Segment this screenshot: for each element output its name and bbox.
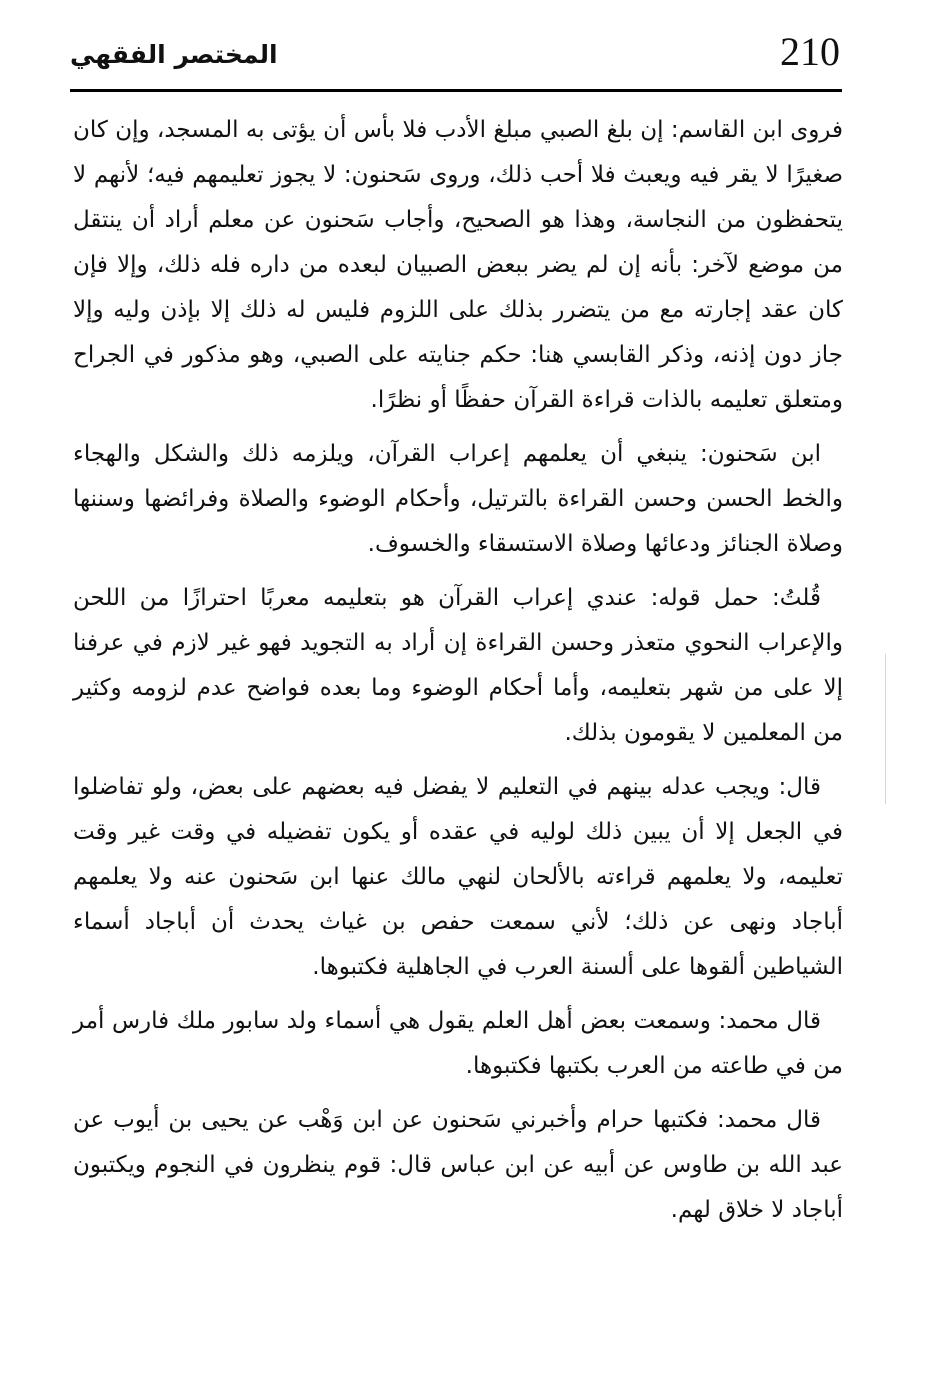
paragraph-1: فروى ابن القاسم: إن بلغ الصبي مبلغ الأدب فلا بأس أن يؤتى به المسجد، وإن كان صغيرًا لا يقر فيه ويعبث فلا أحب ذلك، وروى سَحنون: لا يجوز تعليمهم فيه؛ لأنهم لا يتحفظون من النجاسة، وهذا هو الصحيح، وأجاب سَحنون عن معلم أراد أن ينتقل من موضع لآخر: بأنه إن لم يضر ببعض الصبيان لبعده من داره فله ذلك، وإلا فإن كان عقد إجارته مع من يتضرر بذلك على اللزوم فليس له ذلك إلا بإذن وليه وإلا جاز دون إذنه، وذكر القابسي هنا: حكم جنايته على الصبي، وهو مذكور في الجراح ومتعلق تعليمه بالذات قراءة القرآن حفظًا أو نظرًا. bbox=[73, 117, 843, 413]
paragraph-4: قال: ويجب عدله بينهم في التعليم لا يفضل فيه بعضهم على بعض، ولو تفاضلوا في الجعل إلا أن يبين ذلك لوليه في عقده أو يكون تفضيله في وقت غير وقت تعليمه، ولا يعلمهم قراءته بالألحان لنهي مالك عنها ابن سَحنون عنه ولا يعلمهم أباجاد ونهى عن ذلك؛ لأني سمعت حفص بن غياث يحدث أن أباجاد أسماء الشياطين ألقوها على ألسنة العرب في الجاهلية فكتبوها. bbox=[73, 774, 843, 980]
paragraph-6: قال محمد: فكتبها حرام وأخبرني سَحنون عن ابن وَهْب عن يحيى بن أيوب عن عبد الله بن طاوس عن أبيه عن ابن عباس قال: قوم ينظرون في النجوم ويكتبون أباجاد لا خلاق لهم. bbox=[73, 1107, 843, 1223]
book-title: المختصر الفقهي bbox=[70, 40, 278, 69]
page-header bbox=[70, 28, 840, 86]
page-number: 210 bbox=[780, 29, 840, 74]
paragraph-5: قال محمد: وسمعت بعض أهل العلم يقول هي أسماء ولد سابور ملك فارس أمر من في طاعته من العرب بكتبها فكتبوها. bbox=[73, 1008, 843, 1079]
page-body bbox=[73, 108, 843, 1242]
paragraph-3: قُلتُ: حمل قوله: عندي إعراب القرآن هو بتعليمه معربًا احترازًا من اللحن والإعراب النحوي متعذر وحسن القراءة إن أراد به التجويد فهو غير لازم في عرفنا إلا على من شهر بتعليمه، وأما أحكام الوضوء وما بعده فواضح عدم لزومه وكثير من المعلمين لا يقومون بذلك. bbox=[73, 585, 843, 746]
paragraph-2: ابن سَحنون: ينبغي أن يعلمهم إعراب القرآن، ويلزمه ذلك والشكل والهجاء والخط الحسن وحسن القراءة بالترتيل، وأحكام الوضوء والصلاة وفرائضها وسننها وصلاة الجنائز ودعائها وصلاة الاستسقاء والخسوف. bbox=[73, 441, 843, 557]
scan-margin-line bbox=[885, 654, 886, 804]
header-divider bbox=[70, 89, 842, 92]
